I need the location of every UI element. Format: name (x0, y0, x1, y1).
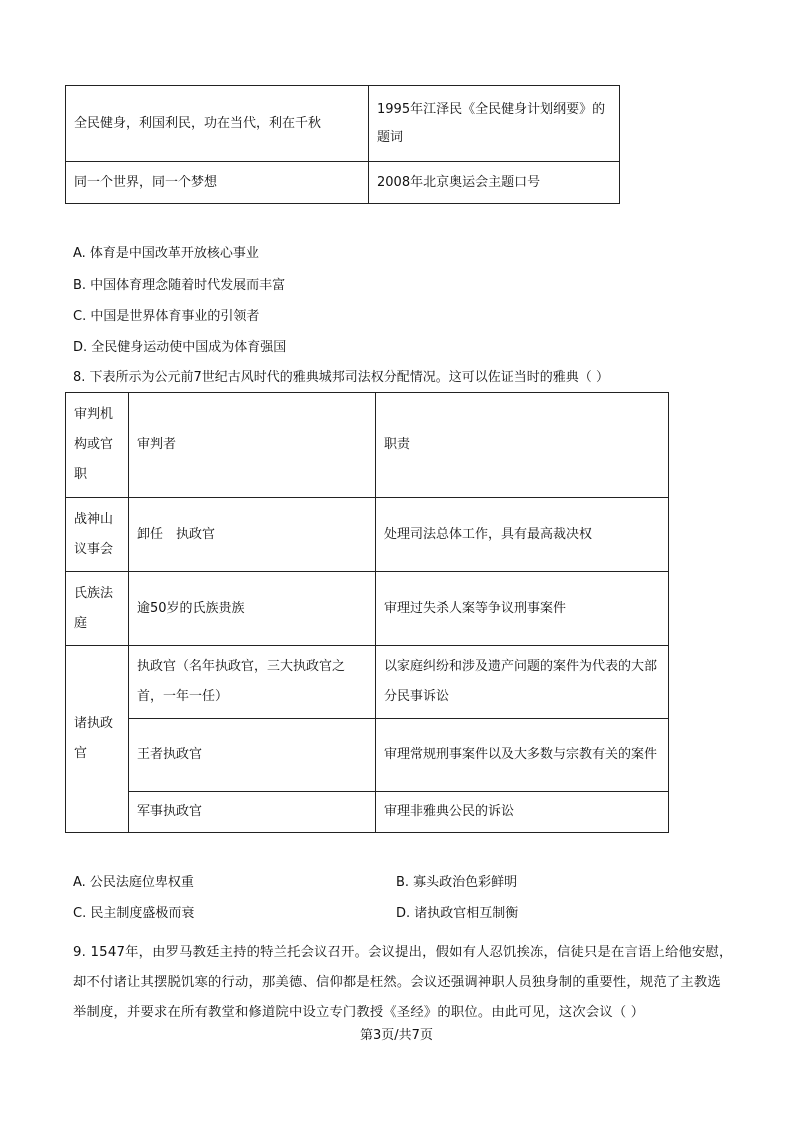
table-cell: 审理常规刑事案件以及大多数与宗教有关的案件 (376, 719, 669, 792)
table-cell: 逾50岁的氏族贵族 (129, 572, 376, 646)
question-9-stem: 9. 1547年，由罗马教廷主持的特兰托会议召开。会议提出，假如有人忍饥挨冻，信徒只是在言语上给他安慰，却不付诸让其摆脱饥寒的行动，那美德、信仰都是枉然。会议还强调神职人员独身制的重要性，规范了主教选举制度，并要求在所有教堂和修道院中设立专门教授《圣经》的职位。由此可见，这次会议（ ） (73, 945, 733, 1020)
q8-option-b[interactable]: B. 寡头政治色彩鲜明 (396, 875, 518, 890)
table-cell: 氏族法庭 (66, 572, 129, 646)
table-row (66, 572, 669, 646)
q8-option-d[interactable]: D. 诸执政官相互制衡 (396, 906, 519, 921)
table-cell: 卸任 执政官 (129, 498, 376, 572)
table-row (66, 646, 669, 719)
table-cell: 王者执政官 (129, 719, 376, 792)
table-cell: 审理非雅典公民的诉讼 (376, 792, 669, 833)
table-header-cell: 职责 (376, 393, 669, 498)
table-cell: 同一个世界，同一个梦想 (66, 162, 369, 204)
table-header-cell: 审判机构或官职 (66, 393, 129, 498)
q8-option-a[interactable]: A. 公民法庭位卑权重 (73, 875, 194, 890)
table-header-cell: 审判者 (129, 393, 376, 498)
table-cell: 2008年北京奥运会主题口号 (369, 162, 620, 204)
page-number: 第3页/共7页 (360, 1028, 433, 1043)
slogan-table (65, 85, 620, 204)
table-row (66, 719, 669, 792)
table-cell: 诸执政官 (66, 646, 129, 833)
athens-judicial-table (65, 392, 669, 833)
table-cell: 以家庭纠纷和涉及遗产问题的案件为代表的大部分民事诉讼 (376, 646, 669, 719)
table-row (66, 498, 669, 572)
q7-option-a[interactable]: A. 体育是中国改革开放核心事业 (73, 246, 259, 261)
table-row (66, 792, 669, 833)
table-cell: 全民健身，利国利民，功在当代，利在千秋 (66, 86, 369, 162)
q8-option-c[interactable]: C. 民主制度盛极而衰 (73, 906, 195, 921)
q7-option-b[interactable]: B. 中国体育理念随着时代发展而丰富 (73, 278, 286, 293)
table-cell: 战神山议事会 (66, 498, 129, 572)
table-cell: 军事执政官 (129, 792, 376, 833)
table-cell: 1995年江泽民《全民健身计划纲要》的题词 (369, 86, 620, 162)
table-cell: 审理过失杀人案等争议刑事案件 (376, 572, 669, 646)
question-8-stem: 8. 下表所示为公元前7世纪古风时代的雅典城邦司法权分配情况。这可以佐证当时的雅典（ ） (73, 370, 609, 385)
q7-option-d[interactable]: D. 全民健身运动使中国成为体育强国 (73, 340, 287, 355)
q7-option-c[interactable]: C. 中国是世界体育事业的引领者 (73, 309, 260, 324)
table-cell: 执政官（名年执政官，三大执政官之首，一年一任） (129, 646, 376, 719)
table-cell: 处理司法总体工作，具有最高裁决权 (376, 498, 669, 572)
